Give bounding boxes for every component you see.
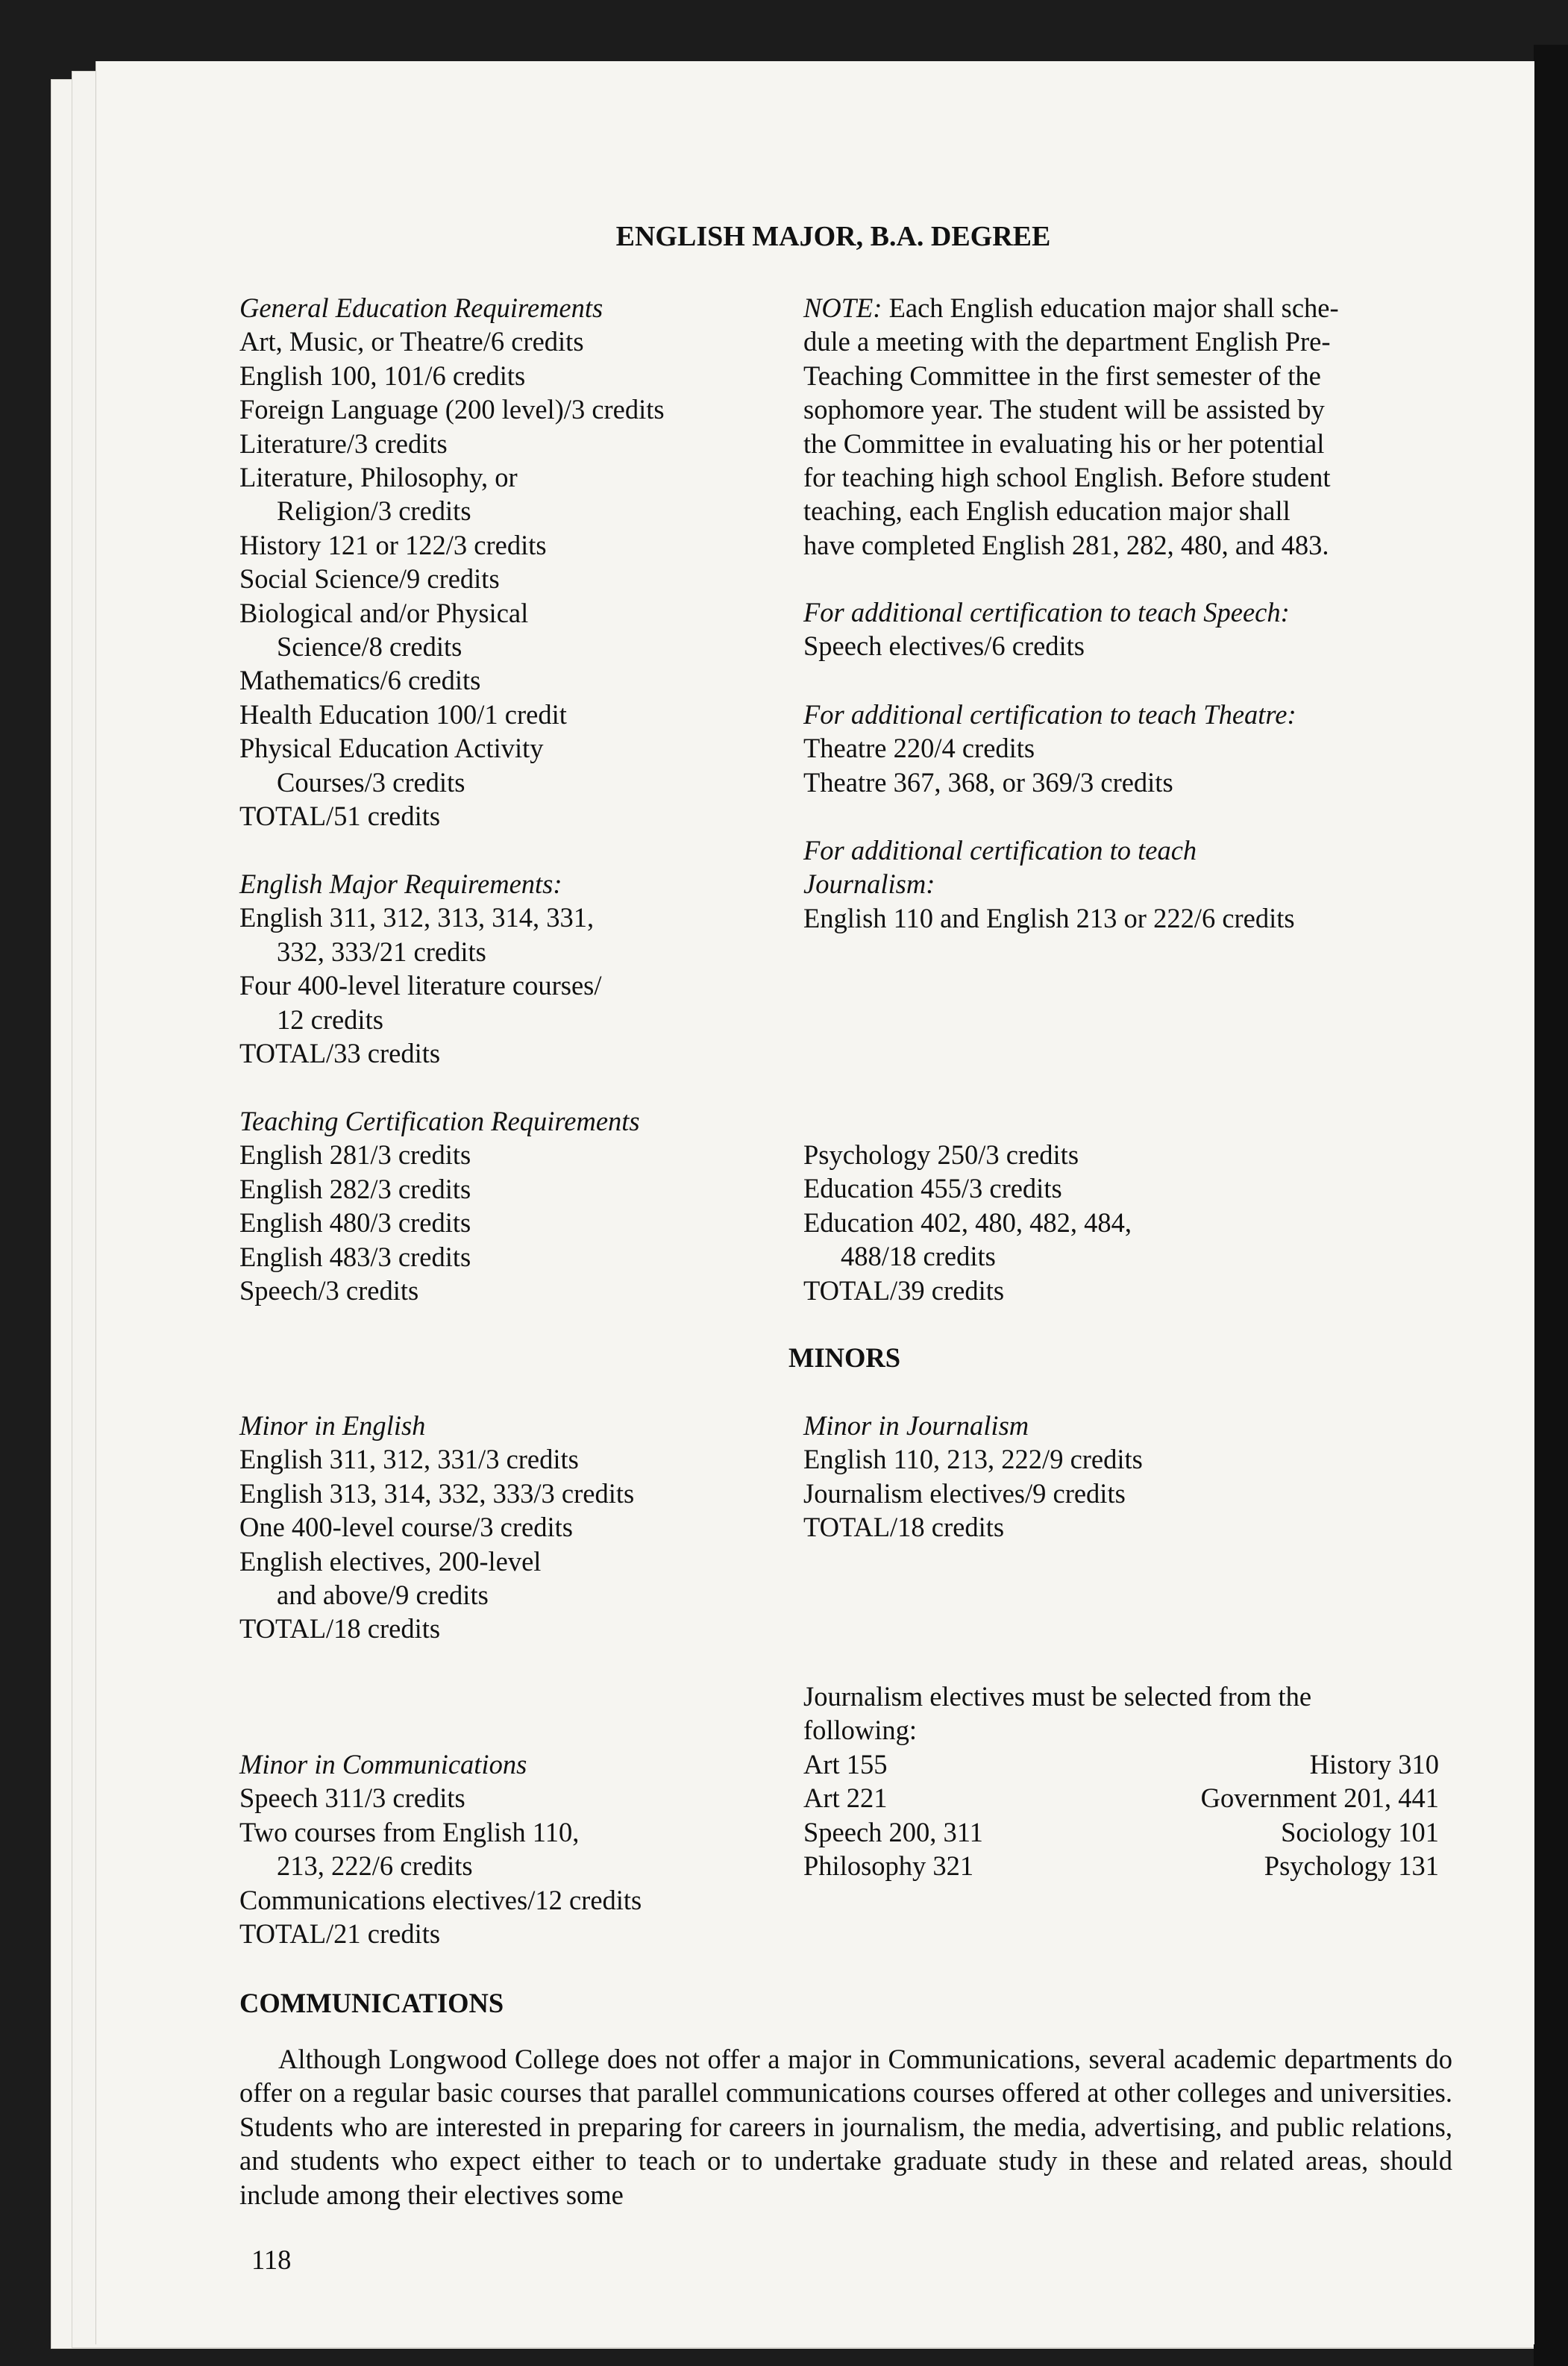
speech-cert-section bbox=[803, 595, 1290, 663]
list-item: English 281/3 credits bbox=[239, 1139, 471, 1171]
list-item: Biological and/or Physical bbox=[239, 597, 529, 628]
list-item: 332, 333/21 credits bbox=[277, 936, 486, 967]
list-item: TOTAL/39 credits bbox=[803, 1274, 1005, 1306]
book-page bbox=[95, 61, 1534, 2344]
list-item: Art 221 bbox=[803, 1783, 888, 1814]
note-text: for teaching high school English. Before student bbox=[803, 462, 1331, 493]
list-item: TOTAL/18 credits bbox=[239, 1613, 441, 1644]
list-item: Foreign Language (200 level)/3 credits bbox=[239, 394, 665, 425]
list-item: Literature, Philosophy, or bbox=[239, 462, 518, 493]
list-item: English 110, 213, 222/9 credits bbox=[803, 1444, 1143, 1475]
list-item: One 400-level course/3 credits bbox=[239, 1512, 573, 1543]
list-item: 488/18 credits bbox=[841, 1241, 996, 1272]
gen-ed-section bbox=[239, 291, 665, 833]
journalism-electives-list bbox=[803, 1747, 1439, 1883]
list-item: English electives, 200-level bbox=[239, 1545, 542, 1577]
note-text: the Committee in evaluating his or her potential bbox=[803, 428, 1325, 459]
list-item: Speech/3 credits bbox=[239, 1275, 419, 1306]
list-item: TOTAL/18 credits bbox=[803, 1512, 1005, 1543]
section-heading: For additional certification to teach Theatre: bbox=[803, 699, 1296, 730]
list-item: TOTAL/51 credits bbox=[239, 801, 441, 832]
note-text: Each English education major shall sche- bbox=[882, 292, 1339, 323]
section-heading: Minor in Communications bbox=[239, 1749, 527, 1780]
list-item: Two courses from English 110, bbox=[239, 1816, 580, 1847]
list-item: English 311, 312, 313, 314, 331, bbox=[239, 902, 595, 933]
communications-paragraph: Although Longwood College does not offer a major in Communications, several academic departments do offer on a regular basic courses that parallel communications courses offered at other colleges and universities. Students who are interested in preparing for careers in journalism, the media, advertising, and public relations, and students who expect either to teach or to undertake graduate study in these and related areas, should include among their electives some bbox=[239, 2044, 1452, 2210]
list-item: Religion/3 credits bbox=[277, 495, 471, 527]
minor-journalism-section bbox=[803, 1409, 1143, 1545]
note-text: sophomore year. The student will be assisted by bbox=[803, 394, 1325, 425]
list-item: Sociology 101 bbox=[1281, 1816, 1439, 1847]
list-item: Education 402, 480, 482, 484, bbox=[803, 1207, 1132, 1238]
list-item: English 311, 312, 331/3 credits bbox=[239, 1444, 579, 1475]
list-item: TOTAL/21 credits bbox=[239, 1918, 441, 1950]
list-item: Speech 311/3 credits bbox=[239, 1783, 465, 1814]
communications-heading: COMMUNICATIONS bbox=[239, 1988, 504, 2018]
list-item: Literature/3 credits bbox=[239, 428, 448, 459]
minors-heading: MINORS bbox=[788, 1342, 901, 1373]
list-item: English 100, 101/6 credits bbox=[239, 360, 526, 391]
list-item: 12 credits bbox=[277, 1004, 383, 1035]
list-item: Art 155 bbox=[803, 1749, 888, 1780]
book-binding-edge bbox=[1534, 45, 1568, 2366]
minor-comm-section bbox=[239, 1747, 642, 1950]
list-item: Communications electives/12 credits bbox=[239, 1884, 642, 1915]
teaching-cert-right bbox=[803, 1138, 1132, 1307]
list-item: Theatre 367, 368, or 369/3 credits bbox=[803, 766, 1173, 798]
page-number: 118 bbox=[251, 2244, 292, 2275]
electives-intro-text: Journalism electives must be selected from the bbox=[803, 1681, 1312, 1712]
section-heading: For additional certification to teach bbox=[803, 835, 1197, 866]
note-label: NOTE: bbox=[803, 292, 882, 323]
list-item: Social Science/9 credits bbox=[239, 563, 500, 595]
journalism-cert-section bbox=[803, 833, 1295, 935]
note-text: dule a meeting with the department English Pre- bbox=[803, 326, 1331, 357]
list-item: Four 400-level literature courses/ bbox=[239, 970, 602, 1001]
list-item: Journalism electives/9 credits bbox=[803, 1477, 1126, 1509]
list-item: and above/9 credits bbox=[277, 1580, 489, 1611]
minor-english-section bbox=[239, 1409, 634, 1646]
section-heading: Journalism: bbox=[803, 869, 935, 900]
list-item: Health Education 100/1 credit bbox=[239, 698, 567, 730]
theatre-cert-section bbox=[803, 698, 1296, 799]
list-item: English 480/3 credits bbox=[239, 1207, 471, 1239]
list-item: English 313, 314, 332, 333/3 credits bbox=[239, 1477, 635, 1509]
list-item: History 310 bbox=[1309, 1749, 1439, 1780]
page-title: ENGLISH MAJOR, B.A. DEGREE bbox=[615, 221, 1051, 252]
section-heading: General Education Requirements bbox=[239, 292, 603, 323]
list-item: TOTAL/33 credits bbox=[239, 1038, 441, 1069]
list-item: Government 201, 441 bbox=[1200, 1783, 1439, 1814]
list-item: 213, 222/6 credits bbox=[277, 1850, 473, 1882]
teaching-cert-section bbox=[239, 1104, 640, 1307]
major-req-section bbox=[239, 867, 602, 1070]
list-item: Art, Music, or Theatre/6 credits bbox=[239, 326, 584, 357]
section-heading: Minor in Journalism bbox=[803, 1410, 1029, 1441]
note-text: teaching, each English education major shall bbox=[803, 495, 1291, 527]
section-heading: Teaching Certification Requirements bbox=[239, 1106, 640, 1136]
list-item: Theatre 220/4 credits bbox=[803, 733, 1035, 764]
list-item: Mathematics/6 credits bbox=[239, 665, 481, 696]
list-item: Psychology 250/3 credits bbox=[803, 1139, 1079, 1170]
note-section bbox=[803, 291, 1339, 562]
list-item: Courses/3 credits bbox=[277, 766, 465, 798]
section-heading: Minor in English bbox=[239, 1410, 426, 1441]
list-item: Education 455/3 credits bbox=[803, 1173, 1062, 1204]
list-item: Speech electives/6 credits bbox=[803, 630, 1085, 662]
list-item: Psychology 131 bbox=[1264, 1850, 1439, 1882]
section-heading: English Major Requirements: bbox=[239, 869, 562, 899]
electives-intro-text: following: bbox=[803, 1715, 918, 1746]
list-item: Science/8 credits bbox=[277, 631, 462, 663]
list-item: Speech 200, 311 bbox=[803, 1816, 983, 1847]
section-heading: For additional certification to teach Speech: bbox=[803, 597, 1290, 628]
list-item: History 121 or 122/3 credits bbox=[239, 529, 547, 560]
list-item: English 110 and English 213 or 222/6 credits bbox=[803, 902, 1295, 933]
note-text: have completed English 281, 282, 480, and 483. bbox=[803, 529, 1329, 560]
list-item: English 282/3 credits bbox=[239, 1173, 471, 1204]
list-item: Philosophy 321 bbox=[803, 1850, 974, 1882]
journalism-electives-intro bbox=[803, 1680, 1311, 1747]
note-text: Teaching Committee in the first semester of the bbox=[803, 360, 1321, 391]
list-item: Physical Education Activity bbox=[239, 733, 544, 764]
list-item: English 483/3 credits bbox=[239, 1241, 471, 1272]
